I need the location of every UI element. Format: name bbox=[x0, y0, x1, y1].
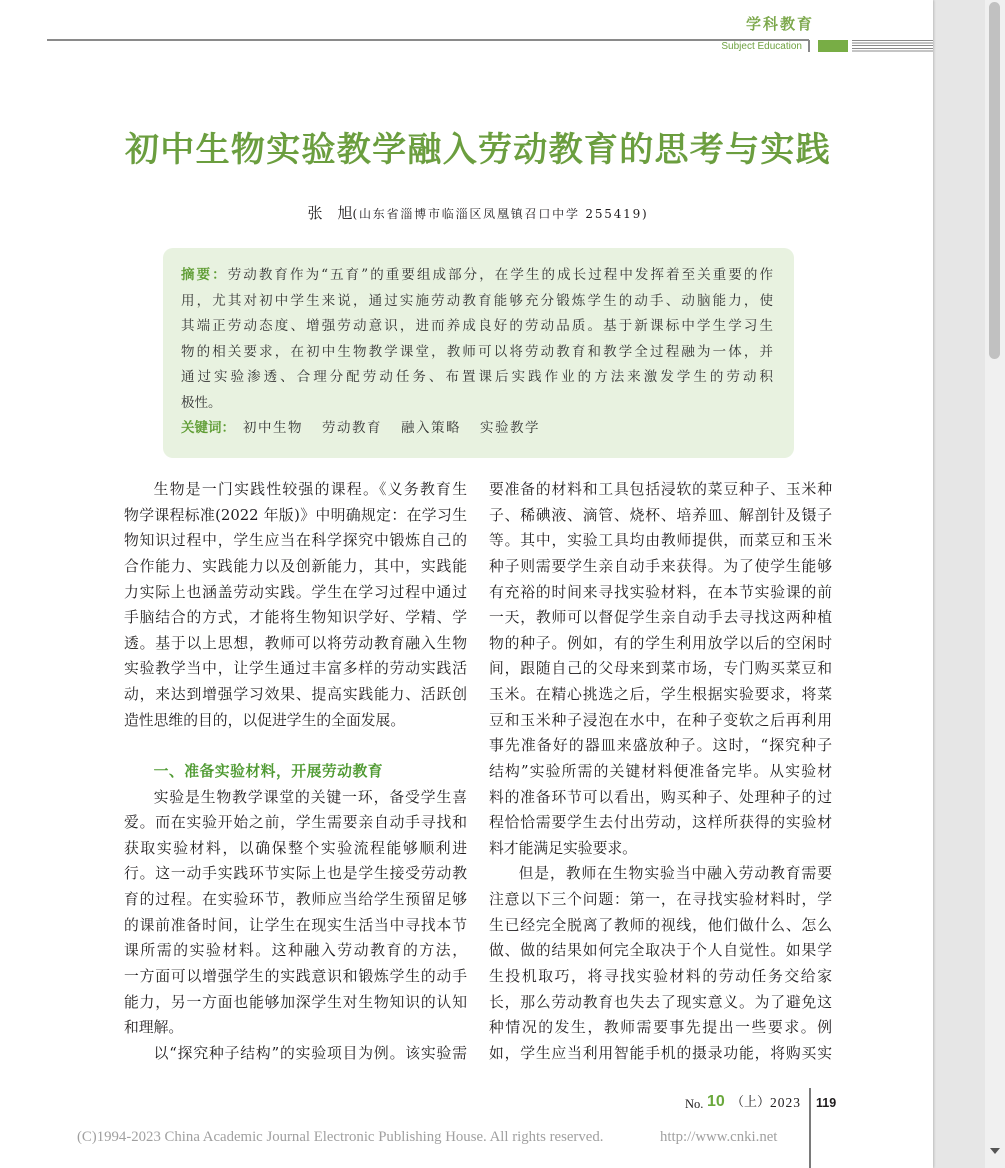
abstract-text: 劳动教育作为“五育”的重要组成部分，在学生的成长过程中发挥着至关重要的作 bbox=[227, 267, 773, 283]
text-line: 料才能满足实验要求。 bbox=[489, 839, 637, 857]
text-line: 生投机取巧，将寻找实验材料的劳动任务交给家 bbox=[489, 967, 832, 985]
text-line: 结构”实验所需的关键材料便准备完毕。从实验材 bbox=[489, 762, 832, 780]
text-line: 和理解。 bbox=[124, 1019, 184, 1037]
text-line: 生物是一门实践性较强的课程。《义务教育生 bbox=[153, 481, 467, 498]
text-line: 注意以下三个问题：第一，在寻找实验材料时，学 bbox=[489, 891, 832, 908]
text-line: 生已经完全脱离了教师的视线，他们做什么、怎么 bbox=[489, 916, 832, 934]
text-line: 玉米。在精心挑选之后，学生根据实验要求，将菜 bbox=[489, 686, 832, 703]
text-line: 种子则需要学生亲自动手来获得。为了使学生能够 bbox=[489, 557, 832, 575]
issue-half: （上） bbox=[731, 1095, 771, 1110]
abstract-line: 物的相关要求，在初中生物教学课堂，教师可以将劳动教育和教学全过程融为一体，并 bbox=[181, 343, 773, 360]
text-line: 行。这一动手实践环节实际上也是学生接受劳动教 bbox=[124, 865, 467, 883]
abstract-line bbox=[181, 263, 773, 289]
text-line: 做、做的结果如何完全取决于个人自觉性。如果学 bbox=[489, 942, 832, 960]
text-line: 合作能力、实践能力以及创新能力，其中，实践能 bbox=[124, 557, 467, 575]
paragraph bbox=[124, 785, 467, 1041]
keyword: 初中生物 bbox=[243, 420, 303, 436]
abstract-line: 其端正劳动态度、增强劳动意识，进而养成良好的劳动品质。基于新课标中学生学习生 bbox=[181, 318, 773, 334]
scrollbar-thumb[interactable] bbox=[989, 2, 1000, 359]
issue-prefix: No. bbox=[685, 1097, 704, 1111]
scroll-down-arrow-icon[interactable] bbox=[990, 1148, 1000, 1154]
section-title-cn: 学科教育 bbox=[746, 15, 815, 33]
article-title: 初中生物实验教学融入劳动教育的思考与实践 bbox=[125, 130, 831, 170]
issue-number: 10 bbox=[707, 1093, 725, 1110]
text-line: 一方面可以增强学生的实践意识和锻炼学生的动手 bbox=[124, 967, 467, 985]
text-line: 等。其中，实验工具均由教师提供，而菜豆和玉米 bbox=[489, 532, 832, 550]
text-line: 获取实验材料，以确保整个实验流程能够顺利进 bbox=[124, 839, 467, 857]
text-line: 物知识过程中，学生应当在科学探究中锻炼自己的 bbox=[124, 532, 467, 550]
keywords-line bbox=[181, 416, 773, 442]
text-line: 动，来达到增强学习效果、提高实践能力、活跃创 bbox=[124, 686, 467, 703]
text-line: 以“探究种子结构”的实验项目为例。该实验需 bbox=[153, 1044, 467, 1062]
abstract-line: 极性。 bbox=[181, 394, 222, 411]
header-green-block bbox=[818, 40, 848, 52]
abstract-box bbox=[163, 248, 794, 458]
paragraph bbox=[489, 861, 832, 1066]
paragraph bbox=[489, 477, 832, 861]
keyword: 劳动教育 bbox=[322, 420, 382, 436]
text-line: 实验教学当中，让学生通过丰富多样的劳动实践活 bbox=[124, 660, 467, 678]
page-number: 119 bbox=[816, 1096, 837, 1110]
text-line: 种情况的发生，教师需要事先提出一些要求。例 bbox=[489, 1019, 832, 1037]
keyword: 融入策略 bbox=[401, 420, 461, 436]
text-line: 但是，教师在生物实验当中融入劳动教育需要 bbox=[518, 865, 832, 883]
text-line: 的课前准备时间，让学生在现实生活当中寻找本节 bbox=[124, 916, 467, 934]
publisher-url: http://www.cnki.net bbox=[660, 1129, 778, 1145]
text-line: 一天，教师可以督促学生亲自动手去寻找这两种植 bbox=[489, 609, 832, 627]
text-line: 手脑结合的方式，才能将生物知识学好、学精、学 bbox=[124, 609, 467, 627]
text-line: 透。基于以上思想，教师可以将劳动教育融入生物 bbox=[124, 634, 467, 652]
text-line: 爱。而在实验开始之前，学生需要亲自动手寻找和 bbox=[124, 814, 467, 832]
footer-rule bbox=[809, 1088, 811, 1168]
text-line: 实验是生物教学课堂的关键一环，备受学生喜 bbox=[153, 788, 467, 806]
abstract-line: 用，尤其对初中学生来说，通过实施劳动教育能够充分锻炼学生的动手、动脑能力，使 bbox=[181, 292, 773, 309]
text-line: 课所需的实验材料。这种融入劳动教育的方法， bbox=[124, 942, 467, 960]
keywords-label: 关键词： bbox=[181, 420, 235, 436]
abstract-line: 通过实验渗透、合理分配劳动任务、布置课后实践作业的方法来激发学生的劳动积 bbox=[181, 369, 773, 385]
text-line: 豆和玉米种子浸泡在水中，在种子变软之后再利用 bbox=[489, 711, 832, 729]
keyword: 实验教学 bbox=[480, 420, 540, 436]
text-line: 造性思维的目的，以促进学生的全面发展。 bbox=[124, 711, 406, 729]
text-line: 有充裕的时间来寻找实验材料，在本节实验课的前 bbox=[489, 583, 832, 601]
paragraph bbox=[124, 1041, 467, 1067]
text-line: 事先准备好的器皿来盛放种子。这时，“探究种子 bbox=[489, 737, 832, 755]
header-stripes bbox=[852, 40, 933, 52]
author-line bbox=[124, 202, 832, 225]
left-column bbox=[124, 477, 467, 1066]
text-line: 物的种子。例如，有的学生利用放学以后的空闲时 bbox=[489, 634, 832, 652]
text-line: 间，跟随自己的父母来到菜市场，专门购买菜豆和 bbox=[489, 660, 832, 678]
header-tick bbox=[808, 40, 810, 52]
text-line: 能力，另一方面也能够加深学生对生物知识的认知 bbox=[124, 993, 467, 1011]
text-line: 要准备的材料和工具包括浸软的菜豆种子、玉米种 bbox=[489, 481, 832, 498]
text-line: 育的过程。在实验环节，教师应当给学生预留足够 bbox=[124, 891, 467, 908]
text-line: 如，学生应当利用智能手机的摄录功能，将购买实 bbox=[489, 1044, 832, 1062]
author-name: 张 旭 bbox=[307, 204, 353, 222]
right-column bbox=[489, 477, 832, 1066]
text-line: 长，那么劳动教育也失去了现实意义。为了避免这 bbox=[489, 993, 832, 1011]
section-heading: 一、准备实验材料，开展劳动教育 bbox=[153, 762, 384, 780]
text-line: 物学课程标准(2022 年版)》中明确规定：在学习生 bbox=[124, 506, 467, 524]
paragraph bbox=[124, 477, 467, 733]
abstract-label: 摘要： bbox=[181, 267, 228, 283]
author-affiliation: (山东省淄博市临淄区凤凰镇召口中学 255419) bbox=[352, 207, 649, 221]
copyright-notice: (C)1994-2023 China Academic Journal Electronic Publishing House. All rights reserved. bbox=[77, 1129, 604, 1145]
text-line: 子、稀碘液、滴管、烧杯、培养皿、解剖针及镊子 bbox=[489, 506, 832, 524]
text-line: 程恰恰需要学生去付出劳动，这样所获得的实验材 bbox=[489, 814, 832, 832]
text-line: 料的准备环节可以看出，购买种子、处理种子的过 bbox=[489, 788, 832, 806]
text-line: 力实际上也涵盖劳动实践。学生在学习过程中通过 bbox=[124, 583, 467, 601]
issue-year: 2023 bbox=[770, 1095, 801, 1110]
section-title-en: Subject Education bbox=[721, 41, 802, 52]
